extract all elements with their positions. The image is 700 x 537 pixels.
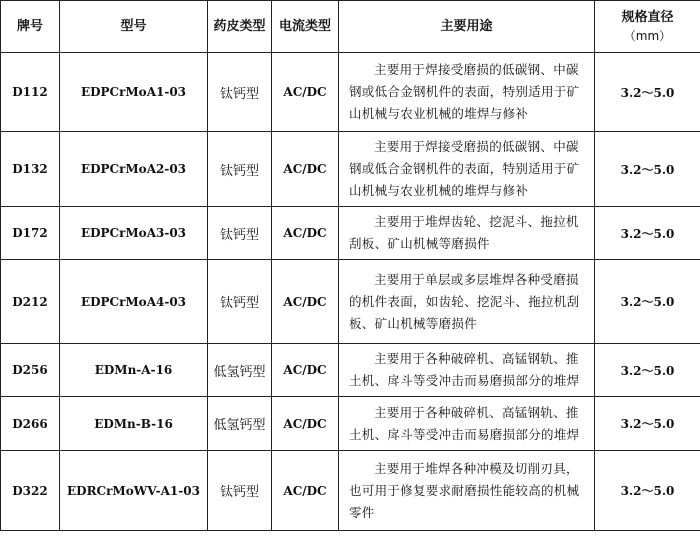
cell-model: EDPCrMoA2-03: [60, 132, 208, 207]
table-row: [1, 53, 700, 132]
cell-current: AC/DC: [272, 53, 339, 132]
cell-grade: D212: [1, 260, 60, 344]
cell-coating: 钛钙型: [208, 207, 272, 260]
cell-size: 3.2～5.0: [595, 344, 700, 397]
usage-text: 主要用于焊接受磨损的低碳钢、中碳钢或低合金钢机件的表面，特别适用于矿山机械与农业机械的堆焊与修补: [349, 62, 580, 121]
cell-size: 3.2～5.0: [595, 260, 700, 344]
cell-model: EDPCrMoA4-03: [60, 260, 208, 344]
cell-coating: 低氢钙型: [208, 344, 272, 397]
cell-grade: D266: [1, 397, 60, 451]
cell-current: AC/DC: [272, 260, 339, 344]
cell-usage: [339, 207, 595, 260]
cell-size: 3.2～5.0: [595, 53, 700, 132]
header-current: 电流类型: [272, 1, 339, 53]
cell-usage: [339, 344, 595, 397]
cell-usage: [339, 397, 595, 451]
cell-size: 3.2～5.0: [595, 451, 700, 531]
cell-size: 3.2～5.0: [595, 207, 700, 260]
cell-model: EDMn-A-16: [60, 344, 208, 397]
header-size-unit: （mm）: [623, 28, 672, 43]
cell-usage: [339, 451, 595, 531]
cell-current: AC/DC: [272, 397, 339, 451]
cell-usage: [339, 260, 595, 344]
header-coating: 药皮类型: [208, 1, 272, 53]
cell-grade: D132: [1, 132, 60, 207]
cell-current: AC/DC: [272, 132, 339, 207]
header-model: 型号: [60, 1, 208, 53]
header-row: [1, 1, 700, 53]
header-size-title: 规格直径: [621, 9, 674, 25]
header-size: [595, 1, 700, 53]
cell-coating: 钛钙型: [208, 451, 272, 531]
cell-current: AC/DC: [272, 207, 339, 260]
cell-grade: D172: [1, 207, 60, 260]
cell-model: EDRCrMoWV-A1-03: [60, 451, 208, 531]
usage-text: 主要用于堆焊齿轮、挖泥斗、拖拉机刮板、矿山机械等磨损件: [349, 214, 579, 251]
cell-size: 3.2～5.0: [595, 397, 700, 451]
cell-coating: 钛钙型: [208, 132, 272, 207]
usage-text: 主要用于单层或多层堆焊各种受磨损的机件表面，如齿轮、挖泥斗、拖拉机刮板、矿山机械等磨损件: [349, 271, 580, 331]
cell-current: AC/DC: [272, 451, 339, 531]
cell-model: EDMn-B-16: [60, 397, 208, 451]
cell-model: EDPCrMoA3-03: [60, 207, 208, 260]
table-row: [1, 451, 700, 531]
cell-model: EDPCrMoA1-03: [60, 53, 208, 132]
cell-coating: 钛钙型: [208, 260, 272, 344]
table-row: [1, 344, 700, 397]
table-row: [1, 132, 700, 207]
header-grade: 牌号: [1, 1, 60, 53]
cell-grade: D256: [1, 344, 60, 397]
cell-usage: [339, 132, 595, 207]
cell-grade: D112: [1, 53, 60, 132]
table-row: [1, 397, 700, 451]
cell-current: AC/DC: [272, 344, 339, 397]
header-usage: 主要用途: [339, 1, 595, 53]
usage-text: 主要用于堆焊各种冲模及切削刃具，也可用于修复要求耐磨损性能较高的机械零件: [349, 460, 580, 520]
cell-usage: [339, 53, 595, 132]
table-row: [1, 207, 700, 260]
usage-text: 主要用于焊接受磨损的低碳钢、中碳钢或低合金钢机件的表面，特别适用于矿山机械与农业机械的堆焊与修补: [349, 139, 580, 198]
cell-size: 3.2～5.0: [595, 132, 700, 207]
table-row: [1, 260, 700, 344]
usage-text: 主要用于各种破碎机、高锰钢轨、推土机、戽斗等受冲击而易磨损部分的堆焊: [349, 351, 580, 388]
cell-grade: D322: [1, 451, 60, 531]
cell-coating: 钛钙型: [208, 53, 272, 132]
cell-coating: 低氢钙型: [208, 397, 272, 451]
usage-text: 主要用于各种破碎机、高锰钢轨、推土机、戽斗等受冲击而易磨损部分的堆焊: [349, 404, 580, 442]
